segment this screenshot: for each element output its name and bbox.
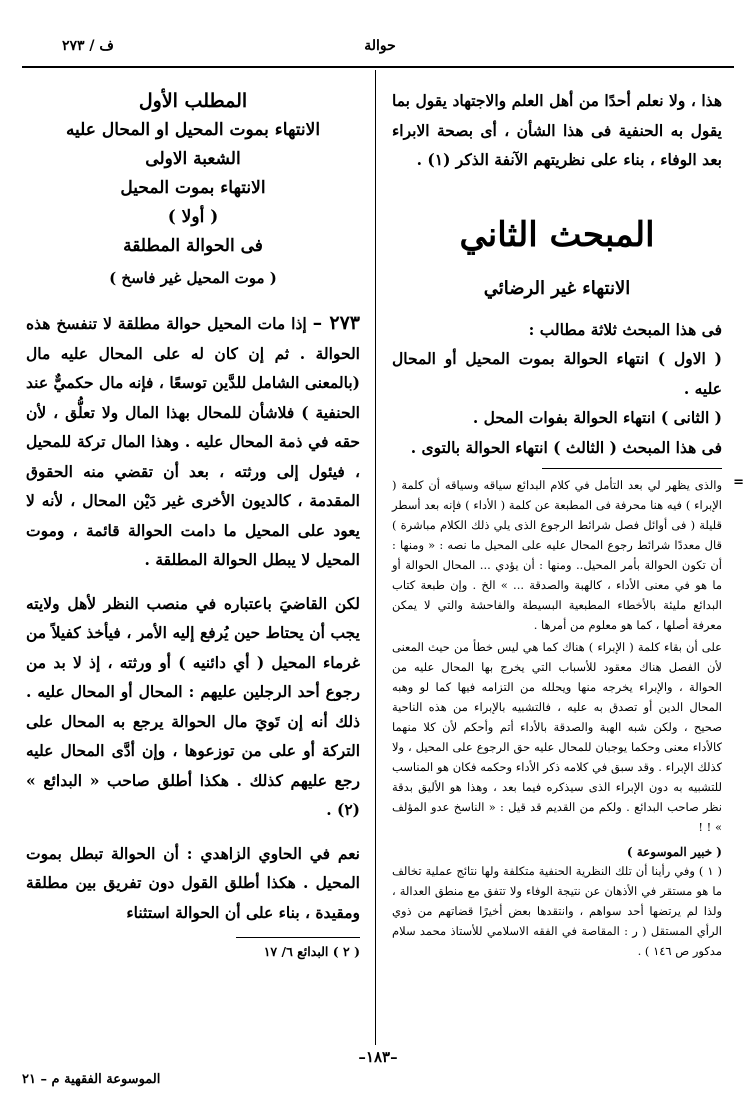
page-number: –١٨٣– <box>358 1048 398 1066</box>
running-title: حوالة <box>364 38 396 54</box>
left-column <box>26 86 360 959</box>
heading-topic: الانتهاء بموت المحيل او المحال عليه <box>65 120 321 140</box>
footnote-text: على أن بقاء كلمة ( الإبراء ) هناك كما هي ليس خطأ من حيث المعنى لأن الفصل هناك معقود للأسباب التي يخرج بها المحال عليه من الحوالة ، والإبراء يخرجه منها ويحلله من التزامه فيها كما لو وهبه المحال الدين أو تصدق به عليه ، فالتشبيه بالإبراء من هذه الناحية صحيح ، ولكن شبه الهبة والصدقة بالأداء أتم وأحكم لأن كلا منهما كالأداء معنى وحكما يوجبان للمحال عليه حق الرجوع على المحيل ، ولا كذلك الإبراء . وقد سبق في كلامه ذكر الأداء وحكمه فكان هو المناسب للتشبيه به دون الإبراء الذى سيذكره فيما بعد ، وهذا هو الأليق بدقة نظر صاحب البدائع . ولكم من القديم قد قيل : « الناسخ عدو المؤلف » ! ! <box>392 640 722 834</box>
heading-subtopic: الانتهاء بموت المحيل <box>120 178 266 198</box>
footnote-continuation-mark: = <box>733 475 744 490</box>
footnote-rule <box>236 937 360 938</box>
footnote-text: ( ٢ ) البدائع ٦/ ١٧ <box>263 944 360 959</box>
footnote-rule <box>542 468 722 469</box>
page-reference: ف / ٢٧٣ <box>62 38 114 54</box>
heading-first: ( أولا ) <box>167 207 219 227</box>
series-label: الموسوعة الفقهية م – ٢١ <box>22 1072 161 1087</box>
heading-matlab: المطلب الأول <box>138 90 248 112</box>
body-paragraph: ( الاول ) انتهاء الحوالة بموت المحيل أو المحال عليه . <box>392 349 722 398</box>
body-paragraph: فى هذا المبحث ثلاثة مطالب : <box>528 319 722 339</box>
column-divider <box>375 70 376 1045</box>
header-rule <box>22 66 734 68</box>
footnote-text: ( ١ ) وفي رأينا أن تلك النظرية الحنفية متكلفة ولها نتائج عملية تخالف ما هو مستقر في الأذهان عن نتيجة الوفاء ولا تتفق مع منطق العدالة ، ولذا لم يرتضها أحد سواهم ، وانتقدها بعض أخيرًا قضاتهم من ذوي الرأي المستقل ( ر : المقاصة في الفقه الاسلامي للأستاذ محمد سلام مدكور ص ١٤٦ ) . <box>392 864 722 958</box>
body-paragraph: لكن القاضيَ باعتباره في منصب النظر لأهل ولايته يجب أن يحتاط حين يُرفع إليه الأمر ، فيأخذ كفيلاً من غرماء المحيل ( أي دائنيه ) أو ورثته ، إذ لا بد من رجوع أحد الرجلين عليهم : المحال أو المحال عليه . ذلك أنه إن تَويَ مال الحوالة يرجع به المحال على التركة أو على من توزعوها ، وإن أدَّى المحال عليه رجع عليهم كذلك . هكذا أطلق صاحب « البدائع » (٢) . <box>26 593 360 819</box>
heading-absolute-transfer: فى الحوالة المطلقة <box>123 236 263 256</box>
body-paragraph <box>26 309 360 575</box>
footnote-block <box>392 475 744 961</box>
heading-branch: الشعبة الاولى <box>145 149 241 169</box>
heading-note: ( موت المحيل غير فاسخ ) <box>109 269 277 287</box>
footnote-text: والذى يظهر لي بعد التأمل في كلام البدائع سياقه وسياقه أن كلمة ( الإبراء ) فيه هنا محرفة فى المطبعة عن كلمة ( الأداء ) فإنه بعد أسطر قليلة ( فى أوائل فصل شرائط الرجوع الذى يلي ذلك الكلام مباشرة ) قال معددًا شرائط رجوع المحال عليه على المحيل ما نصه : « ومنها : أن تكون الحوالة بأمر المحيل.. ومنها : أن يؤدي ... المحال الحوالة أو ما هو في معنى الأداء ، كالهبة والصدقة ... » الخ . وإن طبعة كتاب البدائع مليئة بالأخطاء المطبعية البسيطة والفاحشة والتي لا يمكن معرفة أصلها ، كما هو معلوم من أمرها . <box>392 478 722 632</box>
body-paragraph: فى هذا المبحث ( الثالث ) انتهاء الحوالة بالتوى . <box>410 437 722 457</box>
paragraph-text: إذا مات المحيل حوالة مطلقة لا تنفسخ هذه الحوالة . ثم إن كان له على المحال عليه مال (بالمعنى الشامل للدَّين توسعًا ، فإنه مال حكميٌّ عند الحنفية ) فلاشأن للمحال بهذا المال ولا تعلُّق ، لأن حقه في ذمة المحال عليه . وهذا المال تركة للمحيل ، فيئول إلى ورثته ، بعد أن تقضي منه الحقوق المقدمة ، كالديون الأخرى غير دَيْن المحال ، لأنه لا يعود على المحيل ما دامت الحوالة قائمة ، وموت المحيل لا يبطل الحوالة المطلقة . <box>26 314 360 569</box>
section-subtitle: الانتهاء غير الرضائي <box>483 277 631 299</box>
footnote-signature: ( خبير الموسوعة ) <box>626 845 722 859</box>
intro-paragraph: هذا ، ولا نعلم أحدًا من أهل العلم والاجتهاد يقول بما يقول به الحنفية فى هذا الشأن ، أى بصحة الابراء بعد الوفاء ، بناء على نظريتهم الآنفة الذكر (١) . <box>392 91 722 169</box>
body-paragraph: نعم في الحاوي الزاهدي : أن الحوالة تبطل بموت المحيل . هكذا أطلق القول دون تفريق بين مطلقة ومقيدة ، بناء على أن الحوالة استثناء <box>26 843 360 922</box>
body-paragraph: ( الثانى ) انتهاء الحوالة بفوات المحل . <box>472 408 722 427</box>
section-title: المبحث الثاني <box>459 214 655 255</box>
paragraph-number: ٢٧٣ – <box>312 312 360 334</box>
right-column <box>392 86 744 961</box>
